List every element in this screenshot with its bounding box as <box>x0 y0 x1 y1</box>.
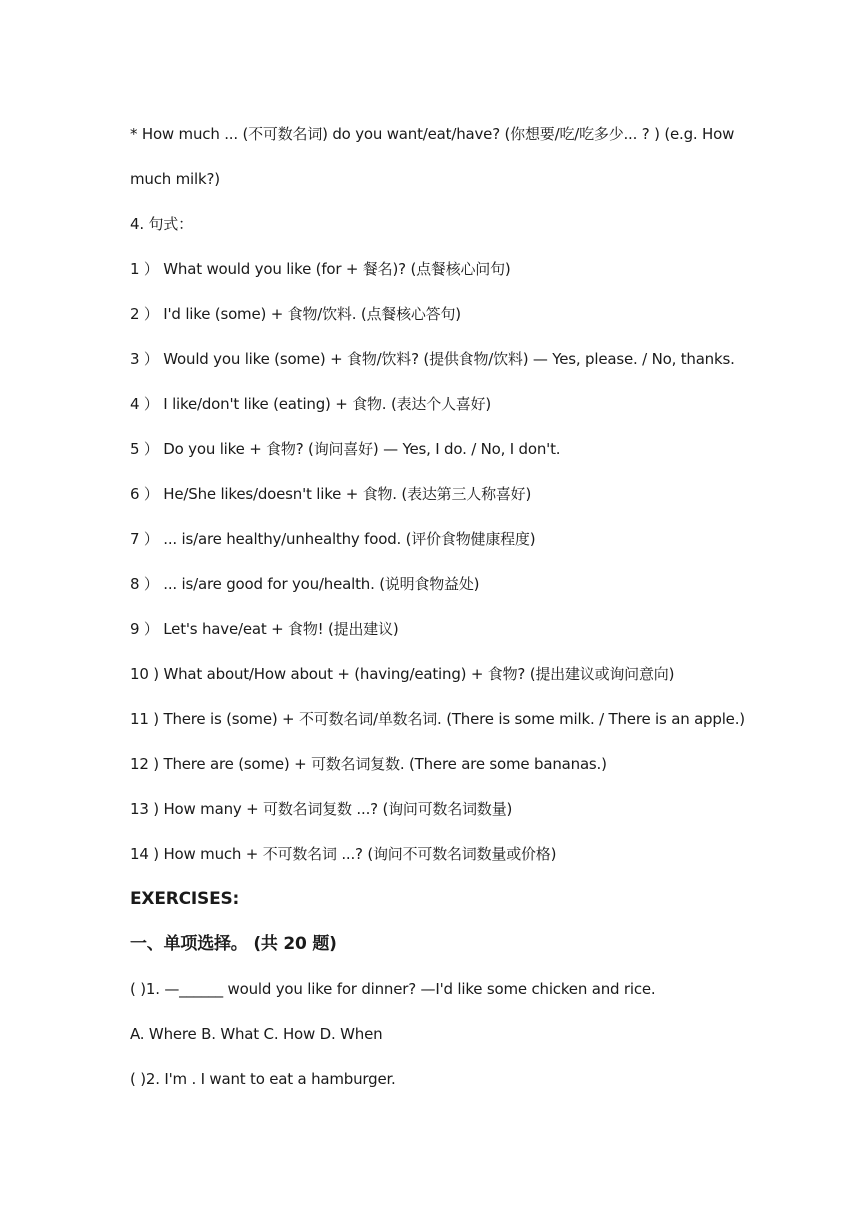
pattern-item-2: 2 ） I'd like (some) + 食物/饮料. (点餐核心答句) <box>130 305 461 323</box>
intro-line-2: much milk?) <box>130 170 220 188</box>
exercises-heading: EXERCISES: <box>130 889 240 909</box>
question-2: ( )2. I'm . I want to eat a hamburger. <box>130 1070 396 1088</box>
section-4-title: 4. 句式： <box>130 215 193 233</box>
pattern-item-7: 7 ） ... is/are healthy/unhealthy food. (评价食物健康程度) <box>130 530 536 548</box>
question-1: ( )1. —______ would you like for dinner? —I'd like some chicken and rice. <box>130 980 656 998</box>
pattern-item-12: 12 ) There are (some) + 可数名词复数. (There are some bananas.) <box>130 755 607 773</box>
part-1-heading: 一、单项选择。 (共 20 题) <box>130 934 337 954</box>
pattern-item-13: 13 ) How many + 可数名词复数 ...? (询问可数名词数量) <box>130 800 513 818</box>
pattern-item-5: 5 ） Do you like + 食物? (询问喜好) — Yes, I do. / No, I don't. <box>130 440 561 458</box>
pattern-item-8: 8 ） ... is/are good for you/health. (说明食物益处) <box>130 575 480 593</box>
document-page <box>130 112 745 1102</box>
pattern-item-11: 11 ) There is (some) + 不可数名词/单数名词. (There is some milk. / There is an apple.) <box>130 710 745 728</box>
pattern-item-4: 4 ） I like/don't like (eating) + 食物. (表达个人喜好) <box>130 395 492 413</box>
pattern-item-10: 10 ) What about/How about + (having/eating) + 食物? (提出建议或询问意向) <box>130 665 675 683</box>
pattern-item-14: 14 ) How much + 不可数名词 ...? (询问不可数名词数量或价格) <box>130 845 557 863</box>
pattern-item-9: 9 ） Let's have/eat + 食物! (提出建议) <box>130 620 399 638</box>
intro-line-1: * How much ... (不可数名词) do you want/eat/have? (你想要/吃/吃多少... ? ) (e.g. How <box>130 125 735 143</box>
pattern-item-3: 3 ） Would you like (some) + 食物/饮料? (提供食物/饮料) — Yes, please. / No, thanks. <box>130 350 735 368</box>
question-1-options: A. Where B. What C. How D. When <box>130 1025 383 1043</box>
pattern-item-1: 1 ） What would you like (for + 餐名)? (点餐核心问句) <box>130 260 511 278</box>
pattern-item-6: 6 ） He/She likes/doesn't like + 食物. (表达第三人称喜好) <box>130 485 532 503</box>
